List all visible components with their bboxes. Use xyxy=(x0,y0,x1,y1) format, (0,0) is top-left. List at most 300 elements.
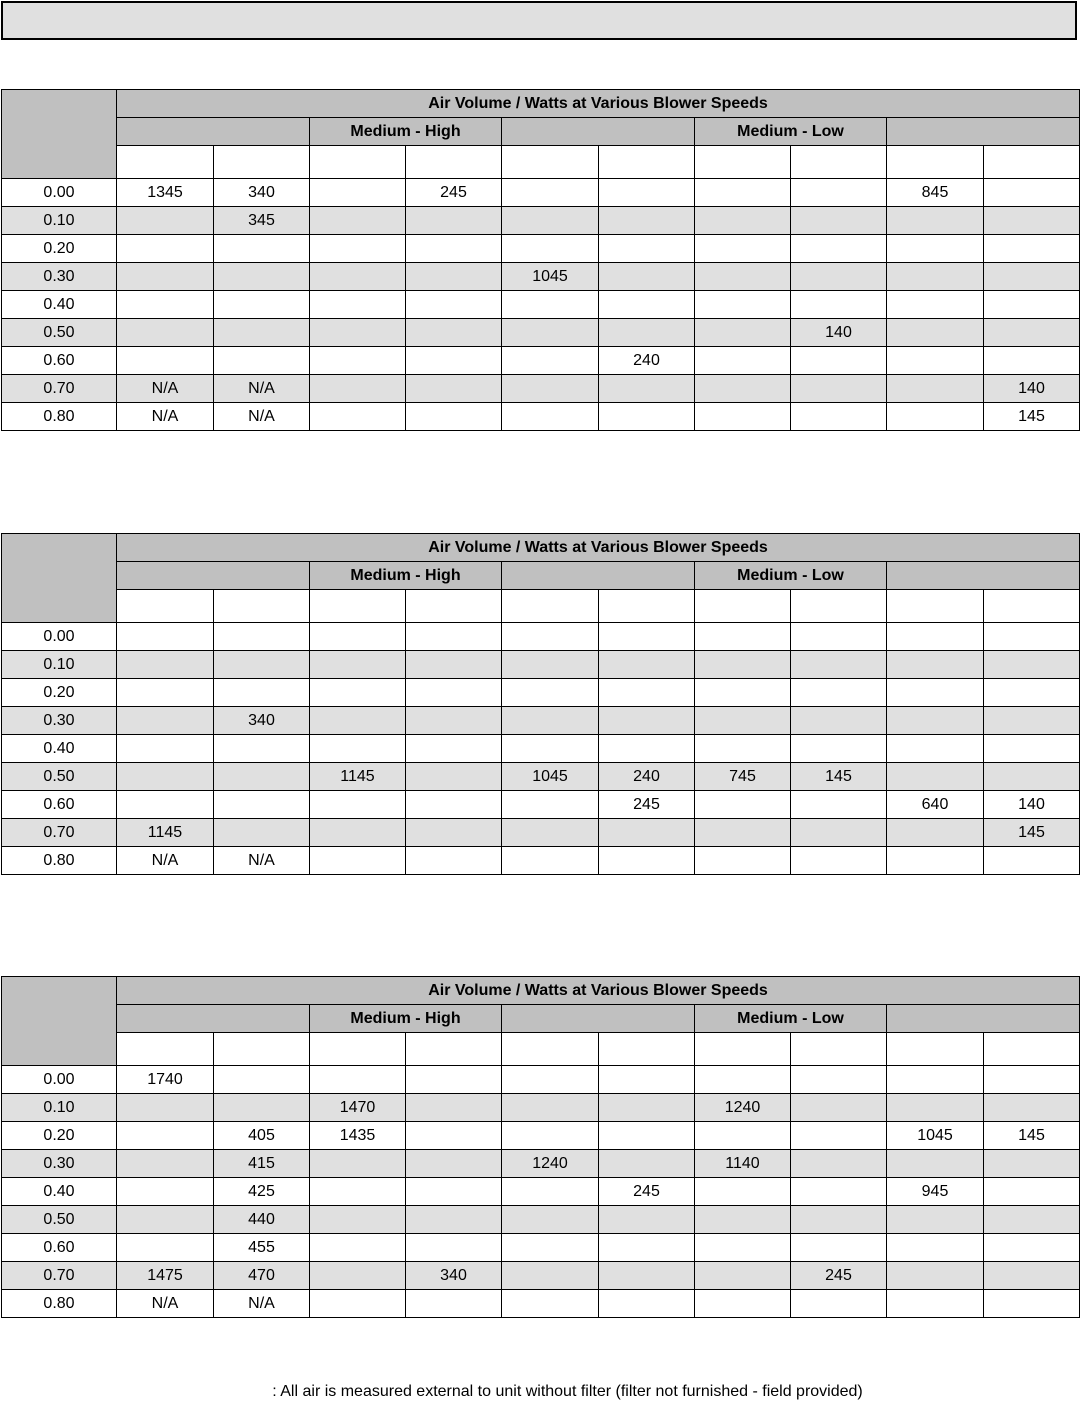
header-subcolumn-cell xyxy=(502,146,599,179)
value-cell xyxy=(599,291,695,319)
value-cell: 1045 xyxy=(502,263,599,291)
value-cell xyxy=(984,679,1080,707)
value-cell xyxy=(984,1290,1080,1318)
value-cell xyxy=(310,791,406,819)
value-cell xyxy=(502,1262,599,1290)
value-cell xyxy=(502,207,599,235)
value-cell xyxy=(695,235,791,263)
value-cell xyxy=(310,403,406,431)
value-cell xyxy=(406,707,502,735)
value-cell xyxy=(599,1262,695,1290)
static-pressure-cell: 0.10 xyxy=(2,207,117,235)
header-subcolumn-cell xyxy=(791,1033,887,1066)
static-pressure-cell: 0.60 xyxy=(2,1234,117,1262)
value-cell xyxy=(406,1234,502,1262)
static-pressure-cell: 0.50 xyxy=(2,319,117,347)
value-cell xyxy=(599,819,695,847)
table-row xyxy=(2,679,1080,707)
header-speed-group xyxy=(502,562,695,590)
static-pressure-cell: 0.00 xyxy=(2,623,117,651)
value-cell: 145 xyxy=(984,403,1080,431)
value-cell xyxy=(791,263,887,291)
value-cell xyxy=(117,1094,214,1122)
header-main-title: Air Volume / Watts at Various Blower Speeds xyxy=(117,534,1080,562)
value-cell xyxy=(791,735,887,763)
table-row xyxy=(2,819,1080,847)
value-cell xyxy=(791,1290,887,1318)
value-cell: 1045 xyxy=(887,1122,984,1150)
header-subcolumn-cell xyxy=(791,146,887,179)
value-cell xyxy=(117,707,214,735)
value-cell xyxy=(310,347,406,375)
value-cell: 140 xyxy=(984,375,1080,403)
value-cell xyxy=(310,263,406,291)
value-cell xyxy=(502,1122,599,1150)
value-cell: 340 xyxy=(214,707,310,735)
value-cell xyxy=(887,403,984,431)
value-cell xyxy=(599,707,695,735)
static-pressure-cell: 0.00 xyxy=(2,179,117,207)
table-row xyxy=(2,735,1080,763)
value-cell xyxy=(502,1290,599,1318)
value-cell: 1240 xyxy=(502,1150,599,1178)
header-subcolumn-cell xyxy=(695,1033,791,1066)
value-cell xyxy=(887,679,984,707)
value-cell xyxy=(214,679,310,707)
value-cell xyxy=(887,707,984,735)
value-cell xyxy=(599,623,695,651)
value-cell xyxy=(695,623,791,651)
table-row xyxy=(2,1290,1080,1318)
header-subcolumn-cell xyxy=(406,1033,502,1066)
static-pressure-cell: 0.30 xyxy=(2,707,117,735)
header-subcolumn-cell xyxy=(599,1033,695,1066)
value-cell xyxy=(791,403,887,431)
value-cell xyxy=(406,1094,502,1122)
value-cell xyxy=(599,1206,695,1234)
value-cell xyxy=(695,207,791,235)
value-cell xyxy=(887,263,984,291)
value-cell xyxy=(984,207,1080,235)
value-cell xyxy=(310,623,406,651)
table-row xyxy=(2,1066,1080,1094)
header-subcolumn-cell xyxy=(502,1033,599,1066)
value-cell xyxy=(310,319,406,347)
value-cell: 455 xyxy=(214,1234,310,1262)
static-pressure-cell: 0.00 xyxy=(2,1066,117,1094)
value-cell xyxy=(887,1290,984,1318)
value-cell xyxy=(214,623,310,651)
value-cell xyxy=(406,235,502,263)
value-cell xyxy=(117,623,214,651)
value-cell xyxy=(310,1150,406,1178)
table-row xyxy=(2,207,1080,235)
value-cell: N/A xyxy=(214,375,310,403)
value-cell xyxy=(791,207,887,235)
value-cell: 1140 xyxy=(695,1150,791,1178)
value-cell xyxy=(984,179,1080,207)
value-cell xyxy=(117,1122,214,1150)
table-row xyxy=(2,347,1080,375)
value-cell xyxy=(791,235,887,263)
value-cell xyxy=(984,1094,1080,1122)
value-cell xyxy=(791,1234,887,1262)
value-cell xyxy=(695,1234,791,1262)
header-subcolumn-cell xyxy=(117,1033,214,1066)
value-cell: 1145 xyxy=(310,763,406,791)
value-cell xyxy=(887,319,984,347)
static-pressure-cell: 0.70 xyxy=(2,375,117,403)
header-main-title: Air Volume / Watts at Various Blower Speeds xyxy=(117,90,1080,118)
value-cell xyxy=(214,819,310,847)
header-subcolumn-cell xyxy=(887,590,984,623)
table-row xyxy=(2,319,1080,347)
table-row xyxy=(2,179,1080,207)
value-cell xyxy=(310,1066,406,1094)
value-cell xyxy=(984,235,1080,263)
value-cell xyxy=(887,1234,984,1262)
value-cell xyxy=(117,791,214,819)
value-cell xyxy=(406,847,502,875)
value-cell xyxy=(791,347,887,375)
value-cell xyxy=(695,651,791,679)
header-subcolumn-cell xyxy=(117,146,214,179)
value-cell xyxy=(695,375,791,403)
static-pressure-cell: 0.20 xyxy=(2,679,117,707)
static-pressure-cell: 0.80 xyxy=(2,403,117,431)
table-row xyxy=(2,847,1080,875)
value-cell xyxy=(117,763,214,791)
header-corner-cell xyxy=(2,977,117,1066)
table-row xyxy=(2,707,1080,735)
value-cell xyxy=(310,1206,406,1234)
header-speed-group: Medium - High xyxy=(310,118,502,146)
value-cell: N/A xyxy=(117,403,214,431)
value-cell xyxy=(502,375,599,403)
value-cell xyxy=(502,651,599,679)
value-cell xyxy=(695,791,791,819)
value-cell xyxy=(984,347,1080,375)
value-cell xyxy=(791,179,887,207)
value-cell: 145 xyxy=(791,763,887,791)
value-cell: 245 xyxy=(791,1262,887,1290)
header-speed-group xyxy=(887,562,1080,590)
value-cell xyxy=(887,1094,984,1122)
value-cell: 845 xyxy=(887,179,984,207)
value-cell xyxy=(502,847,599,875)
footnote xyxy=(0,1383,1080,1401)
value-cell xyxy=(117,319,214,347)
value-cell xyxy=(406,1066,502,1094)
value-cell: 1345 xyxy=(117,179,214,207)
value-cell xyxy=(117,1234,214,1262)
footnote-text: : All air is measured external to unit without filter (filter not furnished - field provided) xyxy=(272,1383,863,1400)
table-row xyxy=(2,791,1080,819)
value-cell xyxy=(791,1206,887,1234)
value-cell xyxy=(502,1234,599,1262)
value-cell xyxy=(599,1150,695,1178)
value-cell xyxy=(406,735,502,763)
header-main-title: Air Volume / Watts at Various Blower Speeds xyxy=(117,977,1080,1005)
value-cell: 145 xyxy=(984,819,1080,847)
value-cell xyxy=(791,651,887,679)
header-speed-group xyxy=(887,118,1080,146)
header-subcolumn-cell xyxy=(695,146,791,179)
static-pressure-cell: 0.80 xyxy=(2,1290,117,1318)
value-cell xyxy=(310,235,406,263)
value-cell xyxy=(117,735,214,763)
value-cell xyxy=(502,707,599,735)
value-cell xyxy=(695,1178,791,1206)
value-cell xyxy=(310,847,406,875)
value-cell xyxy=(214,235,310,263)
static-pressure-cell: 0.20 xyxy=(2,235,117,263)
value-cell xyxy=(310,679,406,707)
value-cell xyxy=(310,375,406,403)
value-cell xyxy=(599,235,695,263)
header-subcolumn-cell xyxy=(310,1033,406,1066)
value-cell: 440 xyxy=(214,1206,310,1234)
header-subcolumn-cell xyxy=(984,590,1080,623)
value-cell xyxy=(695,179,791,207)
value-cell xyxy=(502,1206,599,1234)
value-cell xyxy=(984,623,1080,651)
value-cell: 1475 xyxy=(117,1262,214,1290)
table-row xyxy=(2,375,1080,403)
value-cell xyxy=(887,347,984,375)
value-cell: 345 xyxy=(214,207,310,235)
value-cell: 245 xyxy=(599,791,695,819)
value-cell xyxy=(695,291,791,319)
header-speed-group xyxy=(502,1005,695,1033)
value-cell xyxy=(887,1206,984,1234)
value-cell xyxy=(984,763,1080,791)
header-subcolumn-cell xyxy=(791,590,887,623)
value-cell xyxy=(887,235,984,263)
value-cell xyxy=(599,319,695,347)
header-speed-group xyxy=(117,1005,310,1033)
value-cell xyxy=(117,291,214,319)
value-cell: N/A xyxy=(117,847,214,875)
value-cell xyxy=(984,319,1080,347)
static-pressure-cell: 0.50 xyxy=(2,763,117,791)
blower-table-2 xyxy=(1,533,1080,875)
value-cell xyxy=(406,1290,502,1318)
value-cell xyxy=(406,679,502,707)
value-cell: 1145 xyxy=(117,819,214,847)
header-subcolumn-cell xyxy=(887,146,984,179)
static-pressure-cell: 0.30 xyxy=(2,1150,117,1178)
value-cell xyxy=(502,235,599,263)
value-cell: 1240 xyxy=(695,1094,791,1122)
header-subcolumn-cell xyxy=(117,590,214,623)
value-cell xyxy=(214,291,310,319)
value-cell xyxy=(599,1066,695,1094)
value-cell xyxy=(214,651,310,679)
value-cell xyxy=(214,1094,310,1122)
value-cell xyxy=(502,1178,599,1206)
header-speed-group xyxy=(117,118,310,146)
static-pressure-cell: 0.10 xyxy=(2,1094,117,1122)
value-cell xyxy=(791,679,887,707)
value-cell xyxy=(984,263,1080,291)
value-cell xyxy=(214,1066,310,1094)
value-cell: 1740 xyxy=(117,1066,214,1094)
header-subcolumn-cell xyxy=(406,146,502,179)
value-cell: N/A xyxy=(117,375,214,403)
value-cell xyxy=(117,207,214,235)
value-cell: 1045 xyxy=(502,763,599,791)
value-cell xyxy=(599,651,695,679)
value-cell xyxy=(887,1066,984,1094)
value-cell xyxy=(791,623,887,651)
header-subcolumn-cell xyxy=(310,146,406,179)
table-row xyxy=(2,651,1080,679)
value-cell xyxy=(695,735,791,763)
header-subcolumn-cell xyxy=(214,590,310,623)
value-cell xyxy=(695,347,791,375)
value-cell xyxy=(406,1150,502,1178)
header-subcolumn-cell xyxy=(310,590,406,623)
value-cell xyxy=(887,623,984,651)
value-cell: 945 xyxy=(887,1178,984,1206)
value-cell: 1435 xyxy=(310,1122,406,1150)
value-cell xyxy=(599,263,695,291)
value-cell xyxy=(502,819,599,847)
value-cell xyxy=(406,207,502,235)
value-cell xyxy=(599,1234,695,1262)
value-cell xyxy=(984,707,1080,735)
header-corner-cell xyxy=(2,534,117,623)
value-cell: 145 xyxy=(984,1122,1080,1150)
value-cell xyxy=(117,1150,214,1178)
header-speed-group: Medium - High xyxy=(310,562,502,590)
value-cell: 405 xyxy=(214,1122,310,1150)
value-cell xyxy=(984,847,1080,875)
header-subcolumn-cell xyxy=(599,146,695,179)
header-subcolumn-cell xyxy=(502,590,599,623)
header-speed-group: Medium - Low xyxy=(695,562,887,590)
value-cell xyxy=(599,403,695,431)
value-cell: 340 xyxy=(214,179,310,207)
value-cell: 470 xyxy=(214,1262,310,1290)
value-cell xyxy=(887,1150,984,1178)
value-cell: 425 xyxy=(214,1178,310,1206)
value-cell xyxy=(502,1066,599,1094)
value-cell xyxy=(406,623,502,651)
value-cell xyxy=(984,1066,1080,1094)
value-cell xyxy=(887,763,984,791)
value-cell xyxy=(695,1066,791,1094)
value-cell: 140 xyxy=(984,791,1080,819)
table-row xyxy=(2,1262,1080,1290)
header-corner-cell xyxy=(2,90,117,179)
value-cell xyxy=(984,735,1080,763)
value-cell xyxy=(791,1122,887,1150)
value-cell xyxy=(695,263,791,291)
value-cell xyxy=(310,291,406,319)
table-row xyxy=(2,291,1080,319)
value-cell xyxy=(406,651,502,679)
header-subcolumn-cell xyxy=(214,1033,310,1066)
value-cell xyxy=(791,1150,887,1178)
table-row xyxy=(2,763,1080,791)
value-cell xyxy=(599,1290,695,1318)
value-cell xyxy=(406,1122,502,1150)
value-cell xyxy=(117,679,214,707)
table-row xyxy=(2,1150,1080,1178)
value-cell xyxy=(406,319,502,347)
value-cell xyxy=(406,263,502,291)
value-cell xyxy=(791,1094,887,1122)
value-cell xyxy=(791,1178,887,1206)
value-cell xyxy=(887,375,984,403)
table-row xyxy=(2,1178,1080,1206)
value-cell xyxy=(791,847,887,875)
value-cell xyxy=(887,1262,984,1290)
value-cell xyxy=(984,651,1080,679)
value-cell xyxy=(695,1206,791,1234)
static-pressure-cell: 0.70 xyxy=(2,819,117,847)
value-cell xyxy=(310,1290,406,1318)
value-cell xyxy=(887,291,984,319)
static-pressure-cell: 0.80 xyxy=(2,847,117,875)
header-speed-group xyxy=(117,562,310,590)
value-cell xyxy=(406,819,502,847)
value-cell xyxy=(984,291,1080,319)
value-cell xyxy=(406,1206,502,1234)
static-pressure-cell: 0.40 xyxy=(2,291,117,319)
value-cell xyxy=(310,207,406,235)
value-cell: 240 xyxy=(599,347,695,375)
value-cell xyxy=(887,207,984,235)
value-cell xyxy=(695,1290,791,1318)
value-cell xyxy=(502,791,599,819)
value-cell xyxy=(214,735,310,763)
value-cell: N/A xyxy=(214,403,310,431)
value-cell: N/A xyxy=(214,847,310,875)
header-speed-group xyxy=(502,118,695,146)
value-cell xyxy=(599,375,695,403)
value-cell xyxy=(214,791,310,819)
value-cell xyxy=(599,847,695,875)
value-cell xyxy=(310,1234,406,1262)
blower-table-3 xyxy=(1,976,1080,1318)
value-cell xyxy=(310,1262,406,1290)
value-cell xyxy=(502,291,599,319)
value-cell xyxy=(406,1178,502,1206)
title-bar xyxy=(1,1,1077,40)
static-pressure-cell: 0.60 xyxy=(2,791,117,819)
value-cell xyxy=(406,375,502,403)
value-cell xyxy=(791,819,887,847)
static-pressure-cell: 0.50 xyxy=(2,1206,117,1234)
header-subcolumn-cell xyxy=(406,590,502,623)
header-speed-group: Medium - Low xyxy=(695,1005,887,1033)
value-cell xyxy=(502,347,599,375)
table-row xyxy=(2,1234,1080,1262)
header-subcolumn-cell xyxy=(214,146,310,179)
header-subcolumn-cell xyxy=(599,590,695,623)
value-cell xyxy=(791,375,887,403)
value-cell: 1470 xyxy=(310,1094,406,1122)
value-cell xyxy=(984,1262,1080,1290)
table-row xyxy=(2,263,1080,291)
value-cell: 745 xyxy=(695,763,791,791)
value-cell xyxy=(599,735,695,763)
value-cell xyxy=(502,623,599,651)
value-cell xyxy=(695,679,791,707)
